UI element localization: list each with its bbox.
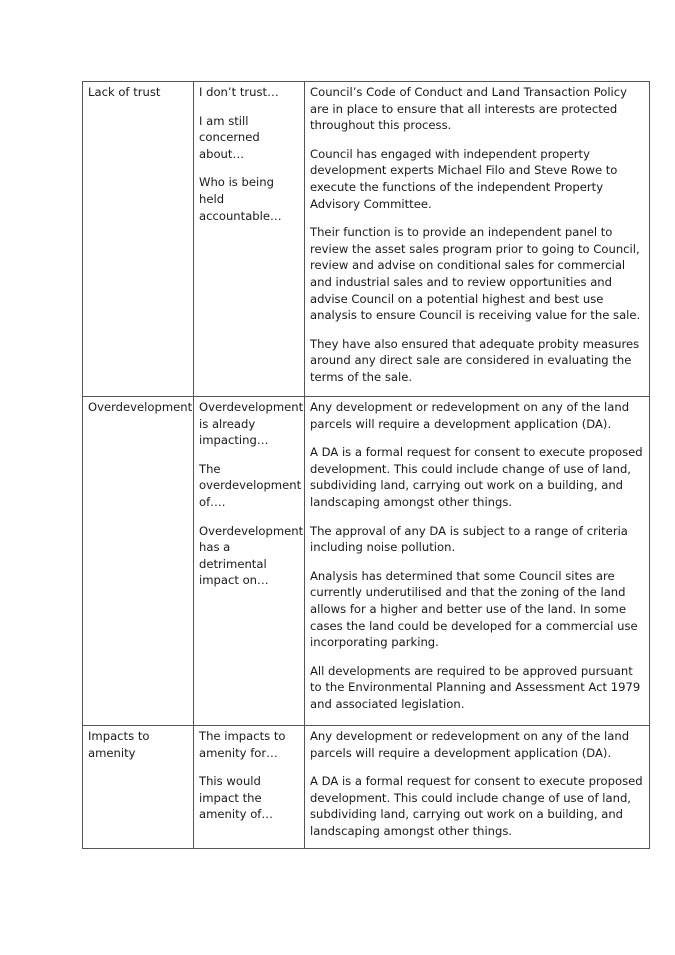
response-paragraph: Their function is to provide an independent panel to review the asset sales program prior to going to Council, review and advise on conditional sales for commercial and industrial sales and to review opportunities and advise Council on a potential highest and best use analysis to ensure Council is receiving value for the sale. <box>310 225 641 323</box>
comment-text: The overdevelopment of…. <box>199 461 302 509</box>
issues-response-table <box>82 81 650 849</box>
issue-label: Impacts to amenity <box>88 729 150 760</box>
response-paragraph: Council’s Code of Conduct and Land Transaction Policy are in place to ensure that all interests are protected throughout this process. <box>310 85 627 133</box>
comment-text: Overdevelopment has a detrimental impact on… <box>199 523 304 588</box>
issue-cell <box>83 82 194 397</box>
response-paragraph: Analysis has determined that some Council sites are currently underutilised and that the zoning of the land allows for a higher and better use of the land. In some cases the land could be developed for a commercial use incorporating parking. <box>310 568 638 650</box>
response-cell <box>305 397 650 726</box>
response-paragraph: A DA is a formal request for consent to execute proposed development. This could include change of use of land, subdividing land, carrying out work on a building, and landscaping amongst other things. <box>310 774 643 838</box>
comments-cell <box>194 397 305 726</box>
issue-cell <box>83 726 194 849</box>
issue-label: Overdevelopment <box>88 400 193 414</box>
response-paragraph: All developments are required to be approved pursuant to the Environmental Planning and Assessment Act 1979 and associated legislation. <box>310 663 641 711</box>
response-paragraph: The approval of any DA is subject to a range of criteria including noise pollution. <box>310 523 628 555</box>
comment-text: Overdevelopment is already impacting… <box>199 400 304 448</box>
table-row-overdevelopment <box>83 397 650 726</box>
issue-label: Lack of trust <box>88 85 161 99</box>
issue-cell <box>83 397 194 726</box>
response-paragraph: A DA is a formal request for consent to execute proposed development. This could include change of use of land, subdividing land, carrying out work on a building, and landscaping amongst other things. <box>310 445 643 509</box>
comments-cell <box>194 82 305 397</box>
response-paragraph: They have also ensured that adequate probity measures around any direct sale are considered in evaluating the terms of the sale. <box>310 336 640 384</box>
comment-text: I am still concerned about… <box>199 113 260 161</box>
response-cell <box>305 726 650 849</box>
comment-text: This would impact the amenity of… <box>199 774 273 822</box>
response-paragraph: Any development or redevelopment on any of the land parcels will require a development application (DA). <box>310 400 630 431</box>
response-paragraph: Any development or redevelopment on any of the land parcels will require a development application (DA). <box>310 729 630 760</box>
comment-text: I don’t trust… <box>199 85 279 99</box>
comment-text: Who is being held accountable… <box>199 175 282 223</box>
table-row-impacts-to-amenity <box>83 726 650 849</box>
table-row-lack-of-trust <box>83 82 650 397</box>
comments-cell <box>194 726 305 849</box>
comment-text: The impacts to amenity for… <box>199 729 286 760</box>
response-cell <box>305 82 650 397</box>
response-paragraph: Council has engaged with independent property development experts Michael Filo and Steve Rowe to execute the functions of the independent Property Advisory Committee. <box>310 146 618 211</box>
